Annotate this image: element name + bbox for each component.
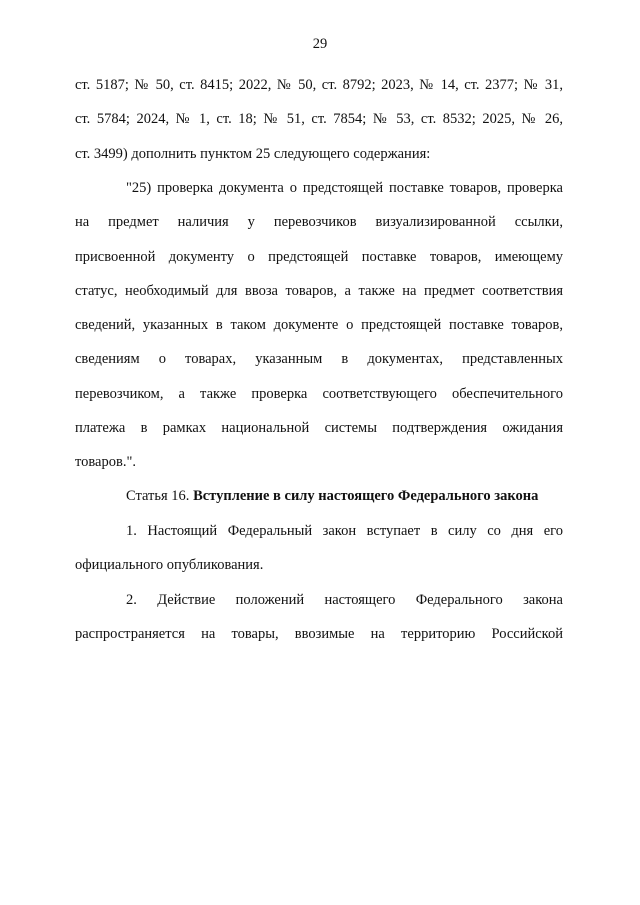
article-title: Вступление в силу настоящего Федерального закона [193,488,539,504]
text-line: ст. 5187; № 50, ст. 8415; 2022, № 50, ст. 8792; 2023, № 14, ст. 2377; № 31, [75,77,563,93]
text-line: "25) проверка документа о предстоящей поставке товаров, проверка [126,180,563,196]
article-label: Статья 16. [126,488,190,504]
page-number: 29 [312,36,328,52]
text-line: платежа в рамках национальной системы подтверждения ожидания [75,420,563,437]
text-line: ст. 5784; 2024, № 1, ст. 18; № 51, ст. 7854; № 53, ст. 8532; 2025, № 26, [75,111,563,128]
text-line: товаров.". [75,454,137,471]
text-line: ст. 3499) дополнить пунктом 25 следующего содержания: [75,145,431,162]
article-heading-line [75,479,563,513]
clause-2 [75,583,563,652]
citation-paragraph [75,68,563,171]
text-line: статус, необходимый для ввоза товаров, а также на предмет соответствия [75,282,563,299]
text-line: 2. Действие положений настоящего Федерального закона [126,592,563,608]
text-line: сведениям о товарах, указанным в документах, представленных [75,351,563,368]
text-line: перевозчиком, а также проверка соответствующего обеспечительного [75,385,563,402]
text-line: официального опубликования. [75,557,264,574]
text-line: сведений, указанных в таком документе о предстоящей поставке товаров, [75,317,563,334]
text-line: распространяется на товары, ввозимые на территорию Российской [75,626,563,643]
text-line: 1. Настоящий Федеральный закон вступает в силу со дня его [126,523,563,539]
text-line: присвоенной документу о предстоящей поставке товаров, имеющему [75,248,563,265]
text-line: на предмет наличия у перевозчиков визуализированной ссылки, [75,214,563,231]
article-heading [75,479,563,513]
clause-1 [75,514,563,583]
item-25-paragraph [75,171,563,480]
